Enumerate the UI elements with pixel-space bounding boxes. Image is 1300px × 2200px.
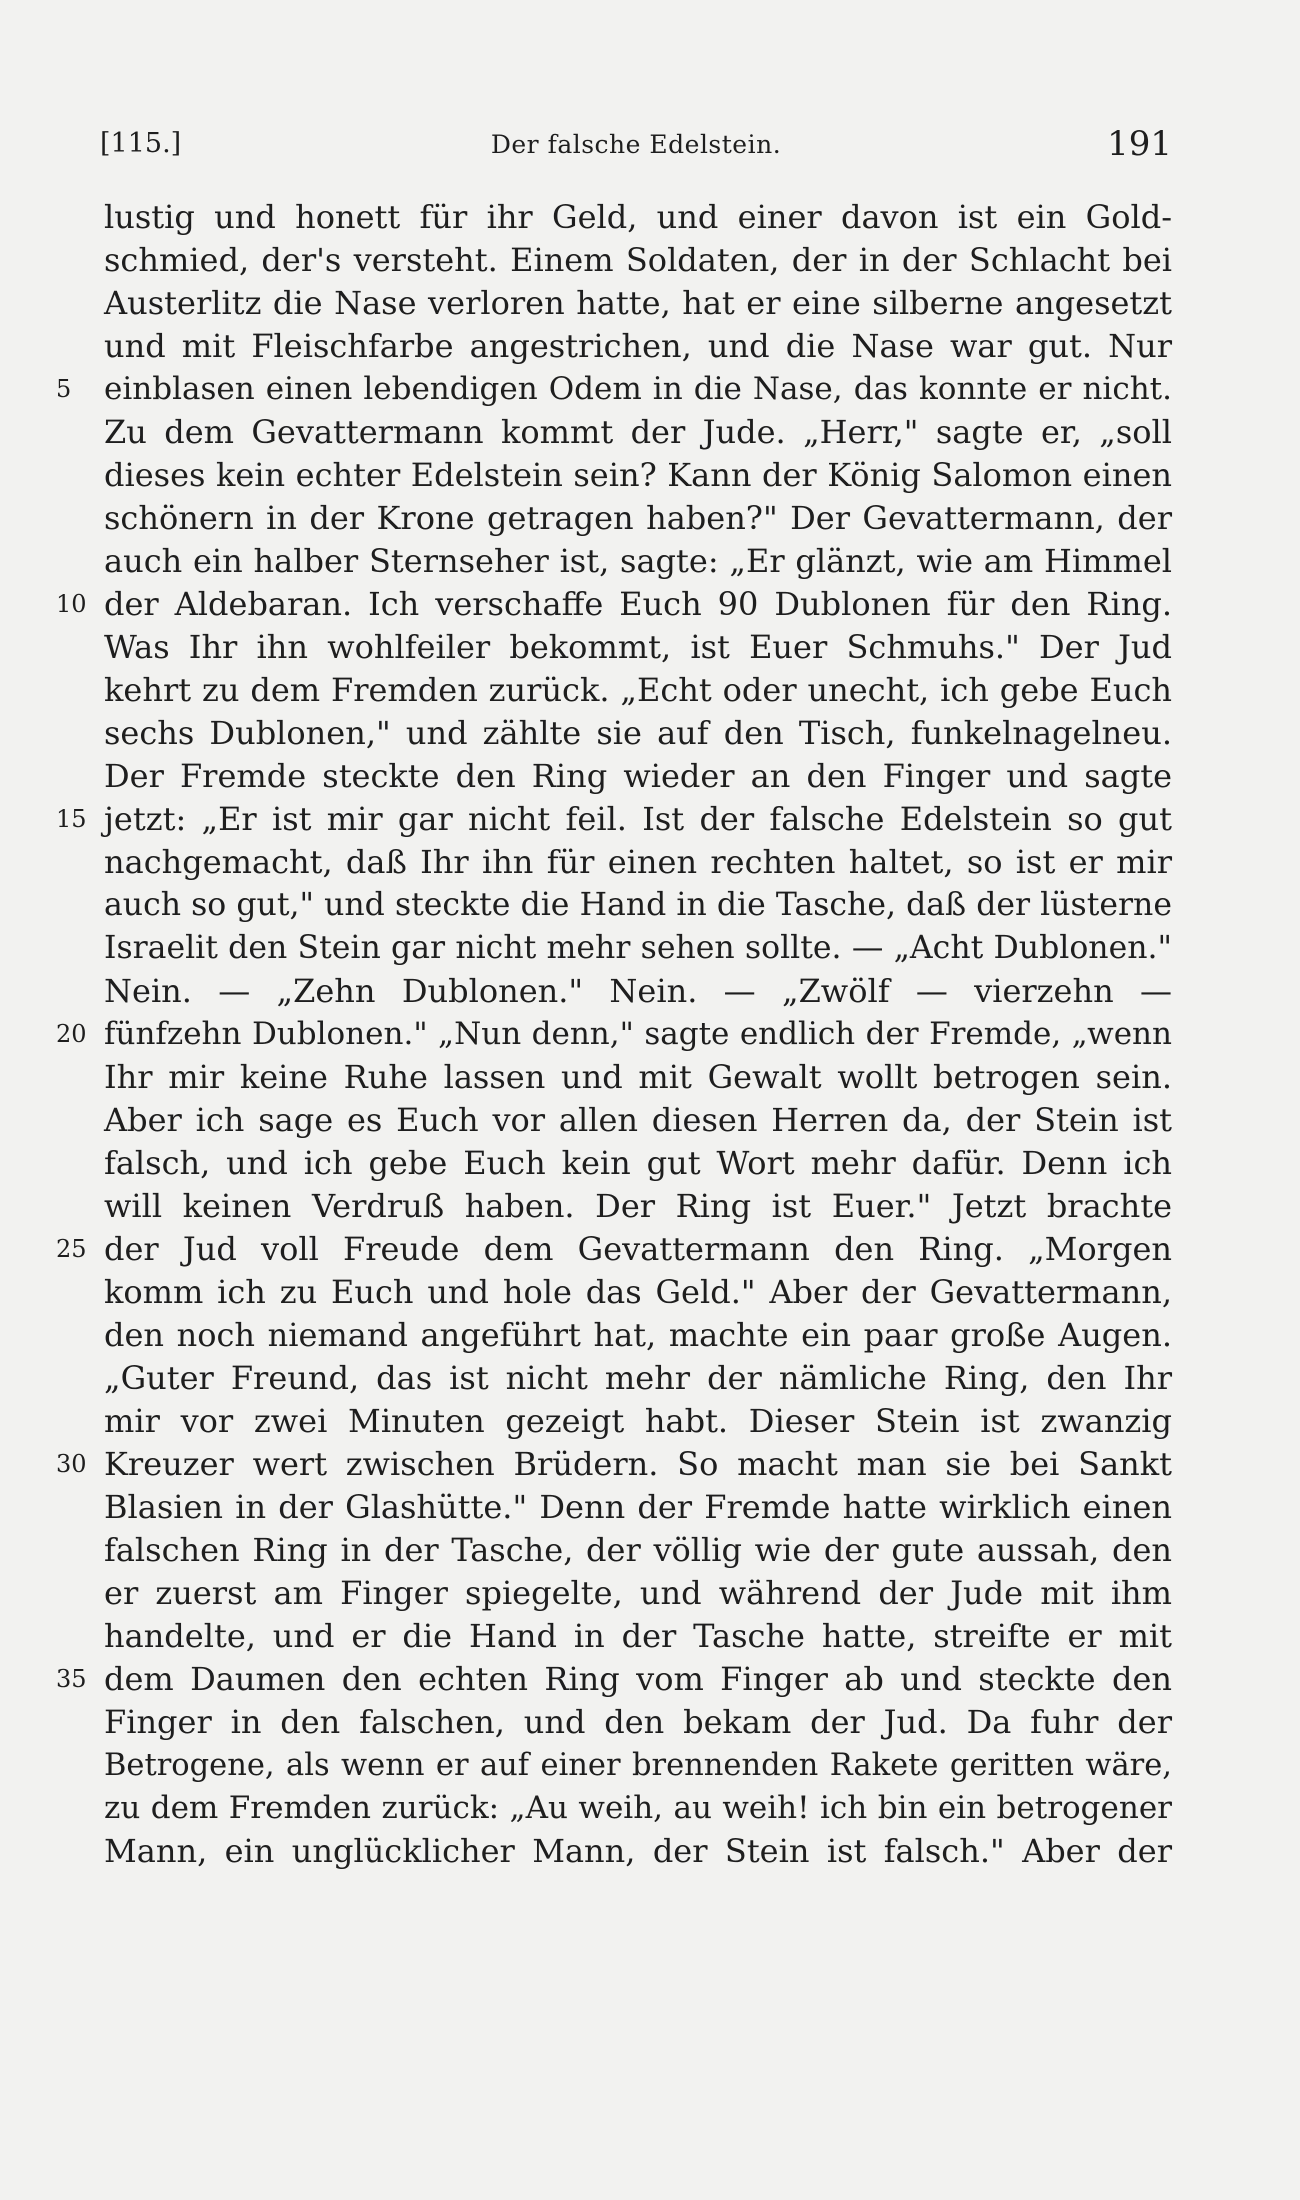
text-line: [104, 411, 1172, 454]
line-text: fünfzehn Dublonen." „Nun denn," sagte endlich der Fremde, „wenn: [104, 1016, 1172, 1052]
text-line: [56, 1658, 1172, 1701]
line-text: dem Daumen den echten Ring vom Finger ab und steckte den: [104, 1660, 1172, 1698]
text-line: [104, 325, 1172, 368]
text-line: [104, 1615, 1172, 1658]
line-text: lustig und honett für ihr Geld, und einer davon ist ein Gold-: [104, 198, 1172, 236]
text-line: [104, 1271, 1172, 1314]
line-number: 25: [56, 1235, 87, 1263]
line-text: Ihr mir keine Ruhe lassen und mit Gewalt wollt betrogen sein.: [104, 1058, 1172, 1096]
line-text: und mit Fleischfarbe angestrichen, und die Nase war gut. Nur: [104, 327, 1172, 365]
text-line: [56, 1443, 1172, 1486]
text-line: [104, 1056, 1172, 1099]
text-line: [104, 970, 1172, 1013]
text-line: [104, 884, 1172, 927]
line-text: einblasen einen lebendigen Odem in die Nase, das konnte er nicht.: [104, 371, 1172, 407]
line-text: sechs Dublonen," und zählte sie auf den Tisch, funkelnagelneu.: [104, 714, 1172, 752]
text-line: [104, 497, 1172, 540]
page-number: 191: [1107, 124, 1172, 164]
line-text: Blasien in der Glashütte." Denn der Fremde hatte wirklich einen: [104, 1488, 1172, 1526]
text-line: [104, 1486, 1172, 1529]
text-line: [104, 282, 1172, 325]
signature-mark: [115.]: [100, 128, 182, 159]
text-line: [104, 1787, 1172, 1830]
text-line: [104, 239, 1172, 282]
text-line: [104, 1701, 1172, 1744]
line-text: auch ein halber Sternseher ist, sagte: „Er glänzt, wie am Himmel: [104, 542, 1172, 580]
line-text: Israelit den Stein gar nicht mehr sehen sollte. — „Acht Dublonen.": [104, 930, 1172, 966]
line-text: Kreuzer wert zwischen Brüdern. So macht man sie bei Sankt: [104, 1445, 1172, 1483]
running-title: Der falsche Edelstein.: [490, 130, 782, 159]
line-text: kehrt zu dem Fremden zurück. „Echt oder unecht, ich gebe Euch: [104, 671, 1172, 709]
text-line: [104, 927, 1172, 970]
line-text: auch so gut," und steckte die Hand in die Tasche, daß der lüsterne: [104, 887, 1172, 923]
text-line: [104, 1185, 1172, 1228]
line-text: Nein. — „Zehn Dublonen." Nein. — „Zwölf — vierzehn —: [104, 972, 1172, 1010]
line-text: falschen Ring in der Tasche, der völlig wie der gute aussah, den: [104, 1531, 1172, 1569]
text-line: [104, 196, 1172, 239]
text-line: [104, 1529, 1172, 1572]
text-line: [104, 1099, 1172, 1142]
line-text: zu dem Fremden zurück: „Au weih, au weih! ich bin ein betrogener: [104, 1790, 1172, 1826]
line-number: 15: [56, 805, 87, 833]
line-text: handelte, und er die Hand in der Tasche hatte, streifte er mit: [104, 1617, 1172, 1655]
line-text: nachgemacht, daß Ihr ihn für einen rechten haltet, so ist er mir: [104, 843, 1172, 881]
text-line: [104, 626, 1172, 669]
text-line: [104, 540, 1172, 583]
text-line: [56, 1013, 1172, 1056]
line-number: 10: [56, 590, 87, 618]
text-line: [104, 1830, 1172, 1873]
text-line: [104, 1357, 1172, 1400]
line-text: jetzt: „Er ist mir gar nicht feil. Ist der falsche Edelstein so gut: [104, 800, 1172, 838]
line-text: Aber ich sage es Euch vor allen diesen Herren da, der Stein ist: [104, 1101, 1172, 1139]
line-text: schmied, der's versteht. Einem Soldaten, der in der Schlacht bei: [104, 241, 1172, 279]
line-number: 30: [56, 1450, 87, 1478]
text-line: [104, 1400, 1172, 1443]
line-text: Zu dem Gevattermann kommt der Jude. „Herr," sagte er, „soll: [104, 413, 1172, 451]
line-text: Betrogene, als wenn er auf einer brennenden Rakete geritten wäre,: [104, 1748, 1172, 1783]
line-text: falsch, und ich gebe Euch kein gut Wort mehr dafür. Denn ich: [104, 1144, 1172, 1182]
line-text: will keinen Verdruß haben. Der Ring ist Euer." Jetzt brachte: [104, 1187, 1172, 1225]
text-line: [104, 1314, 1172, 1357]
text-line: [104, 841, 1172, 884]
line-text: der Jud voll Freude dem Gevattermann den Ring. „Morgen: [104, 1230, 1172, 1268]
line-text: Mann, ein unglücklicher Mann, der Stein ist falsch." Aber der: [104, 1832, 1172, 1870]
line-text: „Guter Freund, das ist nicht mehr der nämliche Ring, den Ihr: [104, 1359, 1172, 1397]
body-text: [56, 196, 1172, 1873]
text-line: [104, 1572, 1172, 1615]
line-text: mir vor zwei Minuten gezeigt habt. Dieser Stein ist zwanzig: [104, 1402, 1172, 1440]
text-line: [56, 1228, 1172, 1271]
line-text: Was Ihr ihn wohlfeiler bekommt, ist Euer Schmuhs." Der Jud: [104, 628, 1172, 666]
text-line: [56, 798, 1172, 841]
line-text: Der Fremde steckte den Ring wieder an den Finger und sagte: [104, 757, 1172, 795]
line-text: komm ich zu Euch und hole das Geld." Aber der Gevattermann,: [104, 1273, 1172, 1311]
text-line: [104, 1744, 1172, 1787]
text-line: [104, 712, 1172, 755]
page-header: [100, 124, 1172, 176]
line-text: schönern in der Krone getragen haben?" Der Gevattermann, der: [104, 499, 1172, 537]
text-line: [104, 454, 1172, 497]
line-text: er zuerst am Finger spiegelte, und während der Jude mit ihm: [104, 1574, 1172, 1612]
text-line: [56, 368, 1172, 411]
line-text: Finger in den falschen, und den bekam der Jud. Da fuhr der: [104, 1703, 1172, 1741]
line-text: Austerlitz die Nase verloren hatte, hat er eine silberne angesetzt: [104, 284, 1172, 322]
line-number: 35: [56, 1665, 87, 1693]
text-line: [104, 755, 1172, 798]
line-text: dieses kein echter Edelstein sein? Kann der König Salomon einen: [104, 456, 1172, 494]
line-number: 5: [56, 375, 72, 403]
text-line: [104, 669, 1172, 712]
line-number: 20: [56, 1020, 87, 1048]
text-line: [56, 583, 1172, 626]
line-text: den noch niemand angeführt hat, machte ein paar große Augen.: [104, 1316, 1172, 1354]
text-line: [104, 1142, 1172, 1185]
line-text: der Aldebaran. Ich verschaffe Euch 90 Dublonen für den Ring.: [104, 585, 1172, 623]
